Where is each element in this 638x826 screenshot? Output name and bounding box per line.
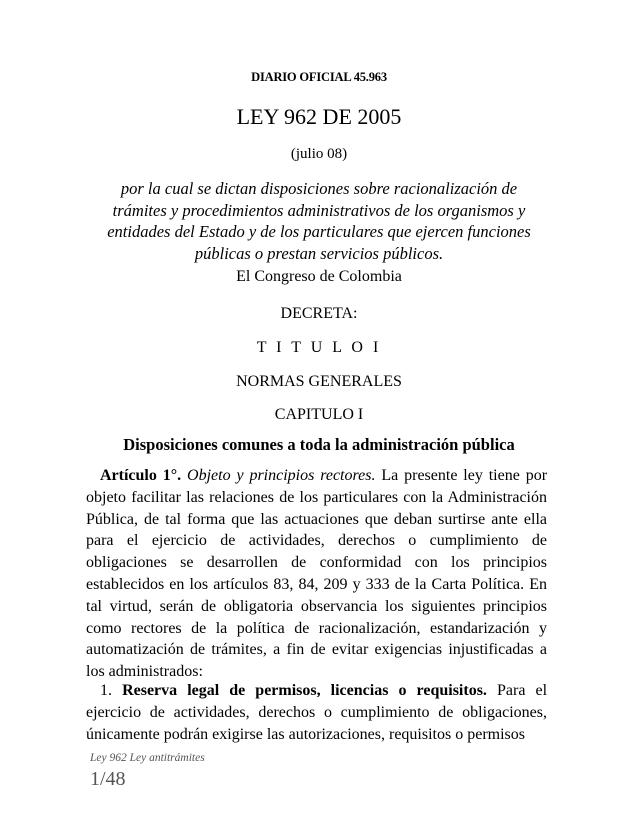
item-1-paragraph [86, 680, 547, 745]
law-summary: por la cual se dictan disposiciones sobre racionalización de trámites y procedimientos administrativos de los organismos y entidades del Estado y de los particulares que ejercen funciones públicas o prestan servicios públicos. [107, 179, 531, 263]
congress-heading: El Congreso de Colombia [236, 268, 402, 285]
article-subtitle: Objeto y principios rectores. [187, 467, 376, 484]
gazette-header: DIARIO OFICIAL 45.963 [251, 70, 387, 84]
item-subtitle: Reserva legal de permisos, licencias o requisitos. [122, 682, 487, 699]
footer-label: Ley 962 Ley antitrámites [90, 752, 205, 764]
normas-heading: NORMAS GENERALES [236, 373, 402, 390]
law-title: LEY 962 DE 2005 [236, 104, 402, 129]
page-number: 1/48 [90, 768, 126, 790]
article-1-paragraph [86, 465, 547, 683]
law-date: (julio 08) [290, 146, 348, 162]
item-text: Para el ejercicio de actividades, derechos o cumplimiento de obligaciones, únicamente podrán exigirse las autorizaciones, requisitos o permisos [86, 682, 548, 743]
article-text: La presente ley tiene por objeto facilitar las relaciones de los particulares con la Administración Pública, de tal forma que las actuaciones que deban surtirse ante ella para el ejercicio de actividades, derechos o cumplimiento de obligaciones se desarrollen de conformidad con los principios establecidos en los artículos 83, 84, 209 y 333 de la Carta Política. En tal virtud, serán de obligatoria observancia los siguientes principios como rectores de la política de racionalización, estandarización y automatización de trámites, a fin de evitar exigencias injustificadas a los administrados: [86, 467, 548, 681]
article-label: Artículo 1°. [100, 467, 182, 484]
capitulo-heading: CAPITULO I [274, 406, 364, 423]
section-heading: Disposiciones comunes a toda la administración pública [123, 435, 515, 454]
decreta-heading: DECRETA: [280, 305, 358, 322]
titulo-heading: T I T U L O I [256, 339, 382, 356]
item-number: 1. [100, 682, 112, 699]
